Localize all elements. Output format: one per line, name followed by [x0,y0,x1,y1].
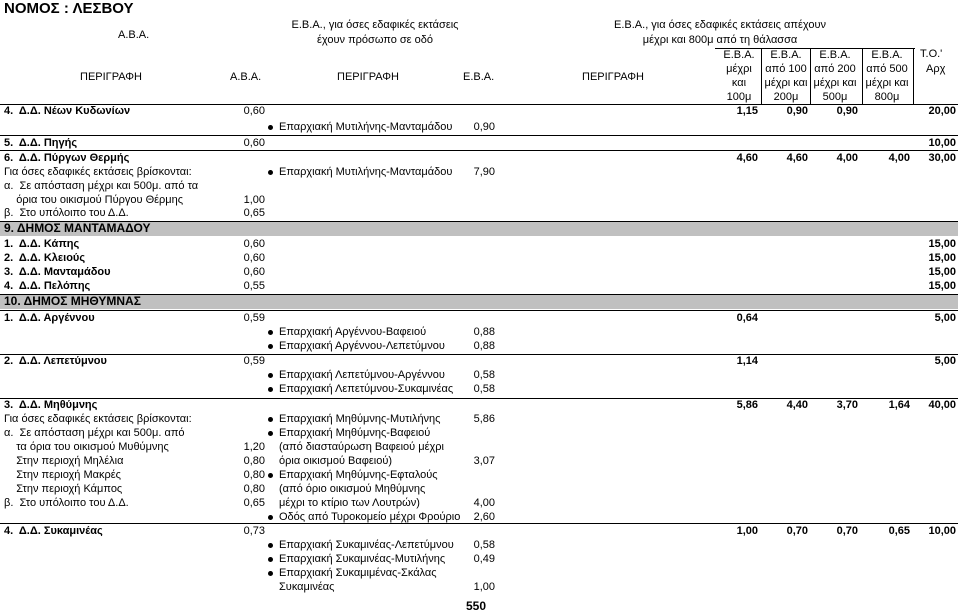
row-description: Για όσες εδαφικές εκτάσεις βρίσκονται: [4,166,192,178]
row-eba-200: 0,70 [786,525,808,537]
row-description: Στην περιοχή Μακρές [4,469,121,481]
bullet-icon [268,387,273,392]
row-description: όρια του οικισμού Πύργου Θέρμης [4,194,184,206]
row-aba: 0,80 [243,455,265,467]
row-aba: 0,59 [243,355,265,367]
row-description: 5. Δ.Δ. Πηγής [4,137,78,149]
bullet-icon [268,515,273,520]
row-eba-500: 3,70 [836,399,858,411]
header-to-line1: Τ.Ο.' [920,48,943,60]
row-aba: 0,65 [243,207,265,219]
row-description: Στην περιοχή Μηλέλια [4,455,124,467]
row-eba-road: 0,58 [473,539,495,551]
row-aba: 0,60 [243,238,265,250]
row-description: 2. Δ.Δ. Λεπετύμνου [4,355,107,367]
eba-column-header: μέχρι [726,63,752,75]
row-description: 2. Δ.Δ. Κλειούς [4,252,86,264]
row-description: Για όσες εδαφικές εκτάσεις βρίσκονται: [4,413,192,425]
row-eba-200: 4,60 [786,152,808,164]
eba-column-header: και [731,77,747,89]
bullet-icon [268,373,273,378]
section-title-mithymna: 10. ΔΗΜΟΣ ΜΗΘΥΜΝΑΣ [4,294,141,308]
eba-column-header: από 500 [866,63,908,75]
row-description: α. Σε απόσταση μέχρι και 500μ. από τα [4,180,199,192]
row-to: 15,00 [928,238,956,250]
row-description: 1. Δ.Δ. Κάπης [4,238,80,250]
eba-column-header: Ε.Β.Α. [871,49,903,61]
row-road: Επαρχιακή Αργέννου-Λεπετύμνου [279,340,445,352]
bullet-icon [268,330,273,335]
bullet-icon [268,571,273,576]
header-description-right: ΠΕΡΙΓΡΑΦΗ [582,71,644,83]
row-to: 5,00 [934,312,956,324]
row-to: 40,00 [928,399,956,411]
row-eba-road: 5,86 [473,413,495,425]
header-description-mid: ΠΕΡΙΓΡΑΦΗ [337,71,399,83]
bullet-icon [268,543,273,548]
row-description: β. Στο υπόλοιπο του Δ.Δ. [4,497,129,509]
row-description: 1. Δ.Δ. Αργέννου [4,312,95,324]
bullet-icon [268,417,273,422]
bullet-icon [268,431,273,436]
row-eba-800: 0,65 [888,525,910,537]
row-eba-500: 0,90 [836,105,858,117]
row-eba-road: 2,60 [473,511,495,523]
row-description: 4. Δ.Δ. Νέων Κυδωνίων [4,105,131,117]
header-road-title-line1: Ε.Β.Α., για όσες εδαφικές εκτάσεις [291,19,459,31]
row-aba: 0,65 [243,497,265,509]
row-description: τα όρια του οικισμού Μυθύμνης [4,441,169,453]
eba-column-header: μέχρι και [813,77,857,89]
row-aba: 0,59 [243,312,265,324]
row-aba: 0,60 [243,252,265,264]
row-road: (από όριο οικισμού Μηθύμνης [279,483,426,495]
row-description: 4. Δ.Δ. Πελόπης [4,280,91,292]
row-road: Επαρχιακή Αργέννου-Βαφειού [279,326,427,338]
header-description-left: ΠΕΡΙΓΡΑΦΗ [80,71,142,83]
row-road: Επαρχιακή Συκαμιμένας-Σκάλας [279,567,437,579]
row-description: Στην περιοχή Κάμπος [4,483,123,495]
row-eba-road: 0,58 [473,369,495,381]
row-to: 30,00 [928,152,956,164]
row-eba-road: 0,49 [473,553,495,565]
row-road: Επαρχιακή Μυτιλήνης-Μανταμάδου [279,121,453,133]
row-eba-road: 0,88 [473,326,495,338]
eba-column-header: από 100 [765,63,807,75]
header-road-title-line2: έχουν πρόσωπο σε οδό [317,34,433,46]
row-eba-100: 1,14 [736,355,758,367]
row-to: 15,00 [928,266,956,278]
row-road: Επαρχιακή Συκαμινέας-Λεπετύμνου [279,539,454,551]
eba-column-header: 100μ [726,91,752,103]
row-to: 10,00 [928,137,956,149]
row-road: Οδός από Τυροκομείο μέχρι Φρούριο [279,511,461,523]
row-description: 3. Δ.Δ. Μηθύμνης [4,399,98,411]
row-road: μέχρι το κτίριο των Λουτρών) [279,497,420,509]
row-eba-100: 4,60 [736,152,758,164]
bullet-icon [268,344,273,349]
row-to: 5,00 [934,355,956,367]
row-road: Επαρχιακή Μηθύμνης-Βαφειού [279,427,431,439]
row-to: 10,00 [928,525,956,537]
row-eba-100: 1,15 [736,105,758,117]
row-eba-road: 1,00 [473,581,495,593]
row-to: 15,00 [928,280,956,292]
row-eba-100: 1,00 [736,525,758,537]
row-eba-800: 4,00 [888,152,910,164]
row-eba-800: 1,64 [888,399,910,411]
row-aba: 1,20 [243,441,265,453]
eba-column-header: Ε.Β.Α. [819,49,851,61]
eba-column-header: Ε.Β.Α. [770,49,802,61]
row-eba-100: 0,64 [736,312,758,324]
eba-column-header: 800μ [874,91,900,103]
row-eba-road: 4,00 [473,497,495,509]
bullet-icon [268,125,273,130]
page-number: 550 [466,599,487,613]
row-road: (από διασταύρωση Βαφειού μέχρι [279,441,444,453]
section-title-mantamados: 9. ΔΗΜΟΣ ΜΑΝΤΑΜΑΔΟΥ [4,221,151,235]
row-description: 4. Δ.Δ. Συκαμινέας [4,525,103,537]
eba-column-header: μέχρι και [764,77,808,89]
header-to-line2: Αρχ [926,63,946,75]
row-description: β. Στο υπόλοιπο του Δ.Δ. [4,207,129,219]
row-eba-500: 0,70 [836,525,858,537]
row-eba-200: 0,90 [786,105,808,117]
row-road: όρια οικισμού Βαφειού) [279,455,393,467]
row-aba: 0,80 [243,483,265,495]
row-aba: 0,55 [243,280,265,292]
row-road: Επαρχιακή Μηθύμνης-Μυτιλήνης [279,413,441,425]
row-to: 20,00 [928,105,956,117]
header-eba-mid: Ε.Β.Α. [463,71,495,83]
eba-column-header: 500μ [822,91,848,103]
bullet-icon [268,473,273,478]
row-aba: 0,60 [243,137,265,149]
header-aba-label: Α.Β.Α. [118,29,150,41]
row-eba-road: 0,90 [473,121,495,133]
row-road: Επαρχιακή Λεπετύμνου-Συκαμινέας [279,383,454,395]
bullet-icon [268,170,273,175]
bullet-icon [268,557,273,562]
row-aba: 0,73 [243,525,265,537]
row-description: 6. Δ.Δ. Πύργων Θερμής [4,152,130,164]
header-sea-title-line1: Ε.Β.Α., για όσες εδαφικές εκτάσεις απέχουν [614,19,826,31]
header-aba-left: Α.Β.Α. [230,71,262,83]
row-aba: 0,80 [243,469,265,481]
row-aba: 1,00 [243,194,265,206]
row-road: Επαρχιακή Συκαμινέας-Μυτιλήνης [279,553,446,565]
row-eba-500: 4,00 [836,152,858,164]
row-eba-road: 7,90 [473,166,495,178]
row-aba: 0,60 [243,105,265,117]
header-sea-title-line2: μέχρι και 800μ από τη θάλασσα [642,34,798,46]
row-eba-100: 5,86 [736,399,758,411]
eba-column-header: από 200 [814,63,856,75]
eba-column-header: μέχρι και [865,77,909,89]
eba-column-header: 200μ [773,91,799,103]
row-eba-road: 0,58 [473,383,495,395]
row-eba-road: 3,07 [473,455,495,467]
row-to: 15,00 [928,252,956,264]
row-description: α. Σε απόσταση μέχρι και 500μ. από [4,427,185,439]
eba-column-header: Ε.Β.Α. [723,49,755,61]
row-road: Επαρχιακή Μηθύμνης-Εφταλούς [279,469,438,481]
row-aba: 0,60 [243,266,265,278]
prefecture-title: ΝΟΜΟΣ : ΛΕΣΒΟΥ [4,0,134,17]
row-description: 3. Δ.Δ. Μανταμάδου [4,266,111,278]
row-road: Επαρχιακή Λεπετύμνου-Αργέννου [279,369,445,381]
row-eba-road: 0,88 [473,340,495,352]
row-road: Συκαμινέας [279,581,335,593]
row-road: Επαρχιακή Μυτιλήνης-Μανταμάδου [279,166,453,178]
row-eba-200: 4,40 [786,399,808,411]
